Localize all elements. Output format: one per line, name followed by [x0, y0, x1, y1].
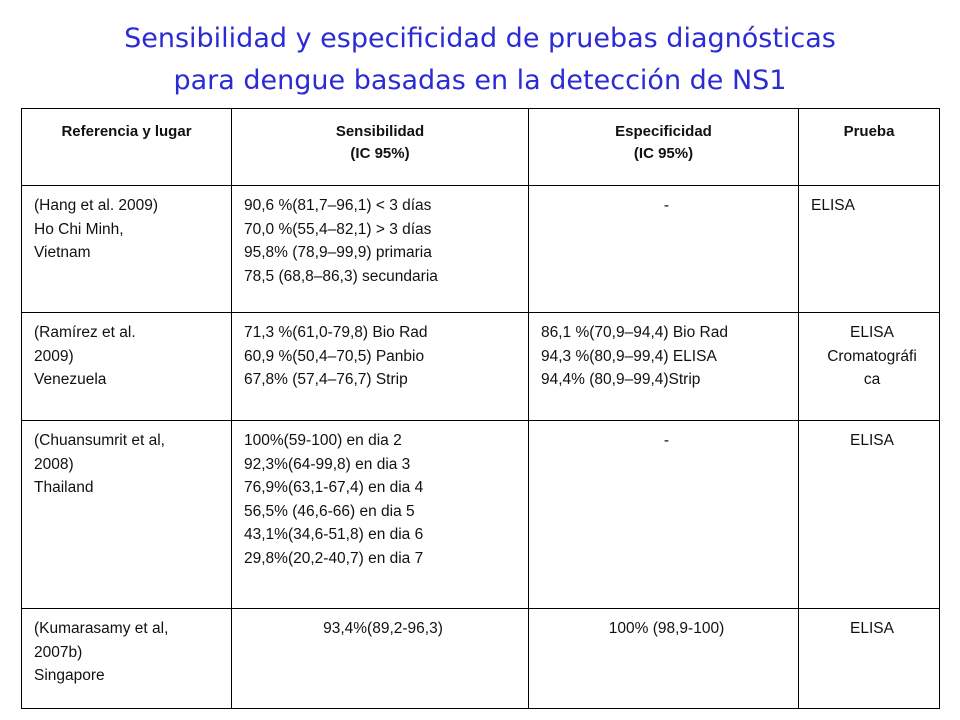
- cell-reference: [22, 186, 232, 313]
- cell-sensitivity: [232, 609, 529, 709]
- cell-line: 78,5 (68,8–86,3) secundaria: [244, 267, 438, 285]
- cell-line: -: [663, 197, 670, 214]
- header-text: Prueba: [843, 123, 895, 140]
- cell-line: (Kumarasamy et al,: [34, 620, 169, 637]
- cell-line: 29,8%(20,2-40,7) en dia 7: [244, 549, 424, 567]
- ns1-test-table: [21, 108, 940, 709]
- cell-test: [799, 186, 940, 313]
- table-row: [22, 421, 940, 609]
- cell-line: Cromatográfi: [827, 347, 917, 365]
- slide-title: [40, 18, 920, 102]
- cell-line: (Chuansumrit et al,: [34, 432, 165, 449]
- slide-title-line-2: para dengue basadas en la detección de NS1: [173, 65, 787, 96]
- cell-line: Singapore: [34, 667, 105, 684]
- cell-sensitivity: [232, 313, 529, 421]
- cell-line: ELISA: [850, 324, 894, 341]
- cell-line: (Hang et al. 2009): [34, 197, 159, 214]
- cell-specificity: [529, 421, 799, 609]
- table-row: [22, 313, 940, 421]
- cell-line: 94,4% (80,9–99,4)Strip: [541, 371, 701, 388]
- header-specificity: [529, 109, 799, 186]
- cell-line: Vietnam: [34, 244, 91, 261]
- cell-line: 86,1 %(70,9–94,4) Bio Rad: [541, 324, 728, 341]
- cell-line: 56,5% (46,6-66) en dia 5: [244, 502, 415, 520]
- cell-line: 43,1%(34,6-51,8) en dia 6: [244, 526, 424, 543]
- cell-test: [799, 609, 940, 709]
- cell-line: 60,9 %(50,4–70,5) Panbio: [244, 347, 425, 365]
- header-text: Sensibilidad: [335, 123, 425, 140]
- cell-line: Venezuela: [34, 371, 107, 388]
- cell-line: -: [663, 432, 670, 449]
- cell-line: ELISA: [811, 197, 855, 214]
- cell-test: [799, 421, 940, 609]
- cell-line: ELISA: [850, 620, 894, 637]
- header-subtext: (IC 95%): [350, 145, 410, 162]
- slide-title-line-1: Sensibilidad y especificidad de pruebas diagnósticas: [124, 23, 836, 54]
- cell-specificity: [529, 186, 799, 313]
- cell-line: 95,8% (78,9–99,9) primaria: [244, 244, 432, 261]
- cell-line: Thailand: [34, 479, 94, 496]
- cell-reference: [22, 313, 232, 421]
- header-text: Especificidad: [615, 123, 712, 140]
- cell-line: Ho Chi Minh,: [34, 220, 124, 238]
- cell-line: 92,3%(64-99,8) en dia 3: [244, 455, 411, 473]
- cell-line: 2007b): [34, 643, 83, 661]
- cell-test: [799, 313, 940, 421]
- cell-line: ELISA: [850, 432, 894, 449]
- header-test: [799, 109, 940, 186]
- cell-line: 100%(59-100) en dia 2: [244, 432, 402, 449]
- cell-line: 93,4%(89,2-96,3): [323, 620, 443, 637]
- header-reference: [22, 109, 232, 186]
- cell-line: ca: [863, 371, 881, 388]
- cell-line: 67,8% (57,4–76,7) Strip: [244, 371, 408, 388]
- table-header-row: [22, 109, 940, 186]
- cell-sensitivity: [232, 186, 529, 313]
- header-sensitivity: [232, 109, 529, 186]
- cell-line: 2008): [34, 455, 74, 473]
- cell-line: 100% (98,9-100): [608, 620, 725, 637]
- cell-line: 2009): [34, 347, 74, 365]
- header-subtext: (IC 95%): [633, 145, 694, 162]
- cell-line: (Ramírez et al.: [34, 324, 136, 341]
- cell-sensitivity: [232, 421, 529, 609]
- cell-reference: [22, 421, 232, 609]
- cell-line: 94,3 %(80,9–99,4) ELISA: [541, 347, 717, 365]
- cell-specificity: [529, 609, 799, 709]
- cell-line: 70,0 %(55,4–82,1) > 3 días: [244, 220, 432, 238]
- cell-reference: [22, 609, 232, 709]
- table-row: [22, 609, 940, 709]
- cell-line: 71,3 %(61,0-79,8) Bio Rad: [244, 324, 428, 341]
- header-text: Referencia y lugar: [61, 123, 192, 140]
- cell-line: 76,9%(63,1-67,4) en dia 4: [244, 479, 424, 496]
- cell-specificity: [529, 313, 799, 421]
- table-row: [22, 186, 940, 313]
- cell-line: 90,6 %(81,7–96,1) < 3 días: [244, 197, 432, 214]
